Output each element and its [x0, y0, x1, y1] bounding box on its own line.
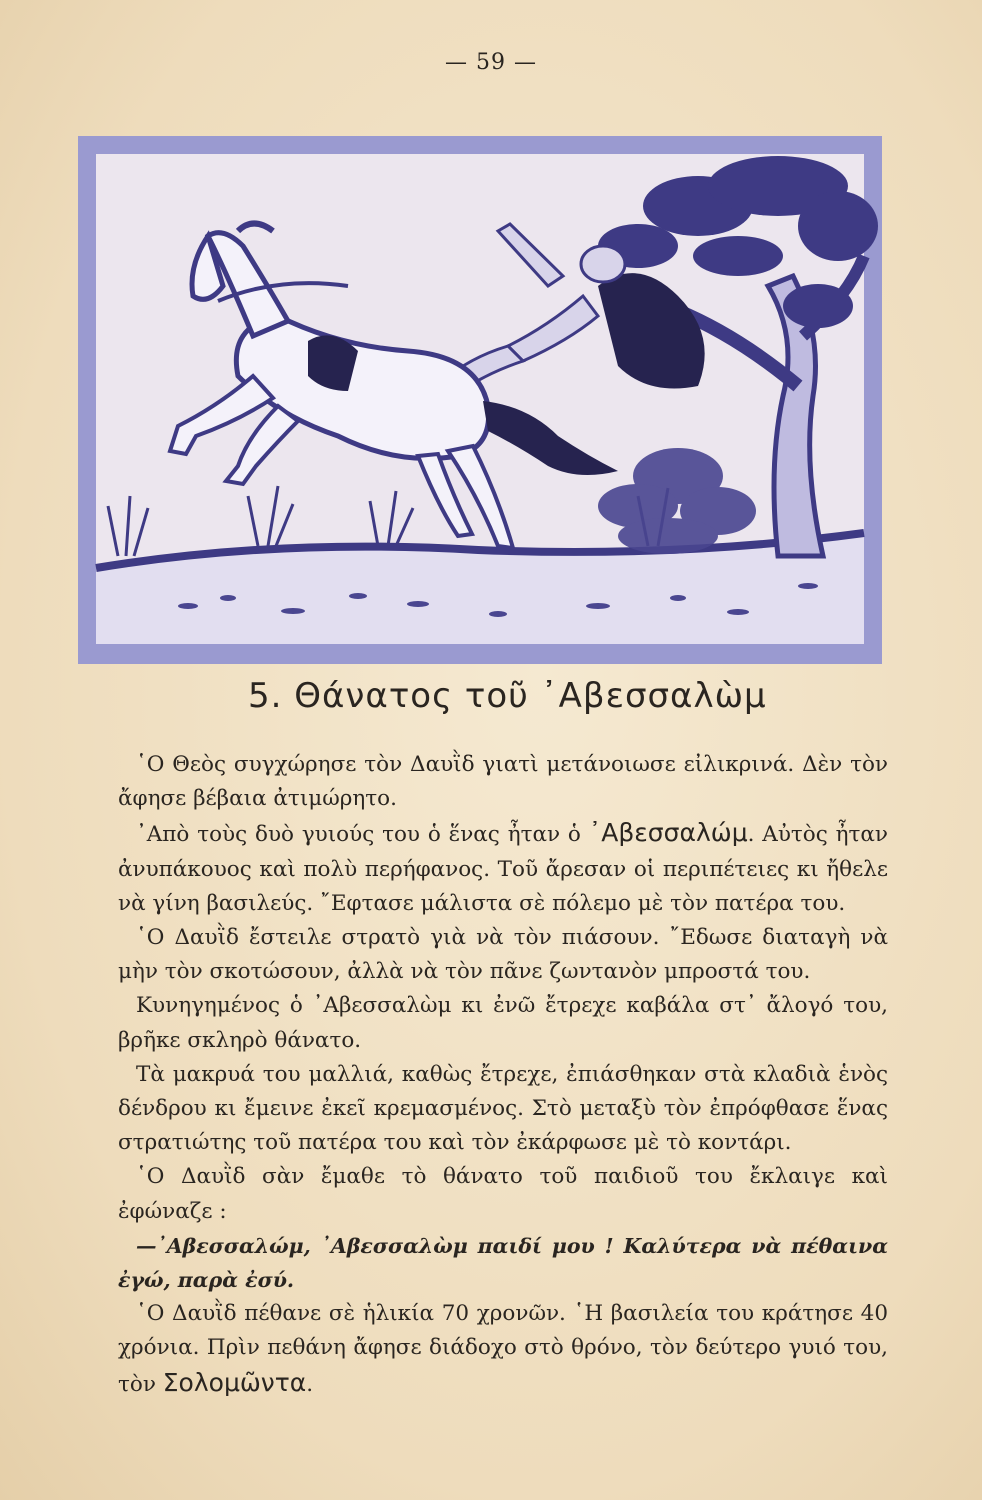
paragraph-8: [118, 1297, 888, 1402]
paragraph-8-start: ῾Ο Δαυῒδ πέθανε σὲ ἡλικία 70 χρονῶν. ῾Η βασιλεία του κράτησε 40 χρόνια. Πρὶν πεθάνη ἄφησε διάδοχο στὸ θρόνο, τὸν δεύτερο γυιό του, τὸν: [118, 1301, 888, 1397]
paragraph-2-end: . Αὐτὸς ἦταν ἀνυπάκουος καὶ πολὺ περήφανος. Τοῦ ἄρεσαν οἱ περιπέτειες κι ἤθελε νὰ γίνη βασιλεύς. ῎Εφτασε μάλιστα σὲ πόλεμο μὲ τὸν πατέρα του.: [118, 822, 888, 916]
chapter-title: 5. Θάνατος τοῦ ᾿Αβεσσαλὼμ: [248, 676, 767, 716]
chapter-illustration: [78, 136, 882, 664]
paragraph-4: Κυνηγημένος ὁ ᾿Αβεσσαλὼμ κι ἐνῶ ἔτρεχε καβάλα στ᾿ ἄλογό του, βρῆκε σκληρὸ θάνατο.: [118, 993, 888, 1053]
paragraph-6: ῾Ο Δαυῒδ σὰν ἔμαθε τὸ θάνατο τοῦ παιδιοῦ του ἔκλαιγε καὶ ἐφώναζε :: [118, 1164, 888, 1224]
paragraph-1: ῾Ο Θεὸς συγχώρησε τὸν Δαυῒδ γιατὶ μετάνοιωσε εἰλικρινά. Δὲν τὸν ἄφησε βέβαια ἀτιμώρητο.: [118, 752, 888, 812]
paragraph-8-end: .: [306, 1371, 314, 1397]
paragraph-3: ῾Ο Δαυῒδ ἔστειλε στρατὸ γιὰ νὰ τὸν πιάσουν. ῎Εδωσε διαταγὴ νὰ μὴν τὸν σκοτώσουν, ἀλλὰ νὰ τὸν πᾶνε ζωντανὸν μπροστά του.: [118, 925, 888, 985]
illustration-drawing: [78, 136, 882, 664]
page-number: — 59 —: [445, 50, 537, 75]
solomon-name: Σολομῶντα: [162, 1367, 307, 1397]
paragraph-2-start: ᾿Απὸ τοὺς δυὸ γυιούς του ὁ ἕνας ἦταν ὁ: [136, 822, 581, 848]
paragraph-2: [118, 816, 888, 921]
paragraph-5: Τὰ μακρυά του μαλλιά, καθὼς ἔτρεχε, ἐπιάσθηκαν στὰ κλαδιὰ ἑνὸς δένδρου κι ἔμεινε ἐκεῖ κρεμασμένος. Στὸ μεταξὺ τὸν ἐπρόφθασε ἕνας στρατιώτης τοῦ πατέρα του καὶ τὸν ἐκάρφωσε μὲ τὸ κοντάρι.: [118, 1061, 888, 1156]
absalom-name: ᾿Αβεσσαλώμ: [588, 818, 748, 848]
body-text: [118, 748, 888, 1402]
david-lament-quote: —᾿Αβεσσαλώμ, ᾿Αβεσσαλὼμ παιδί μου ! Καλύτερα νὰ πέθαινα ἐγώ, παρὰ ἐσύ.: [118, 1233, 888, 1293]
